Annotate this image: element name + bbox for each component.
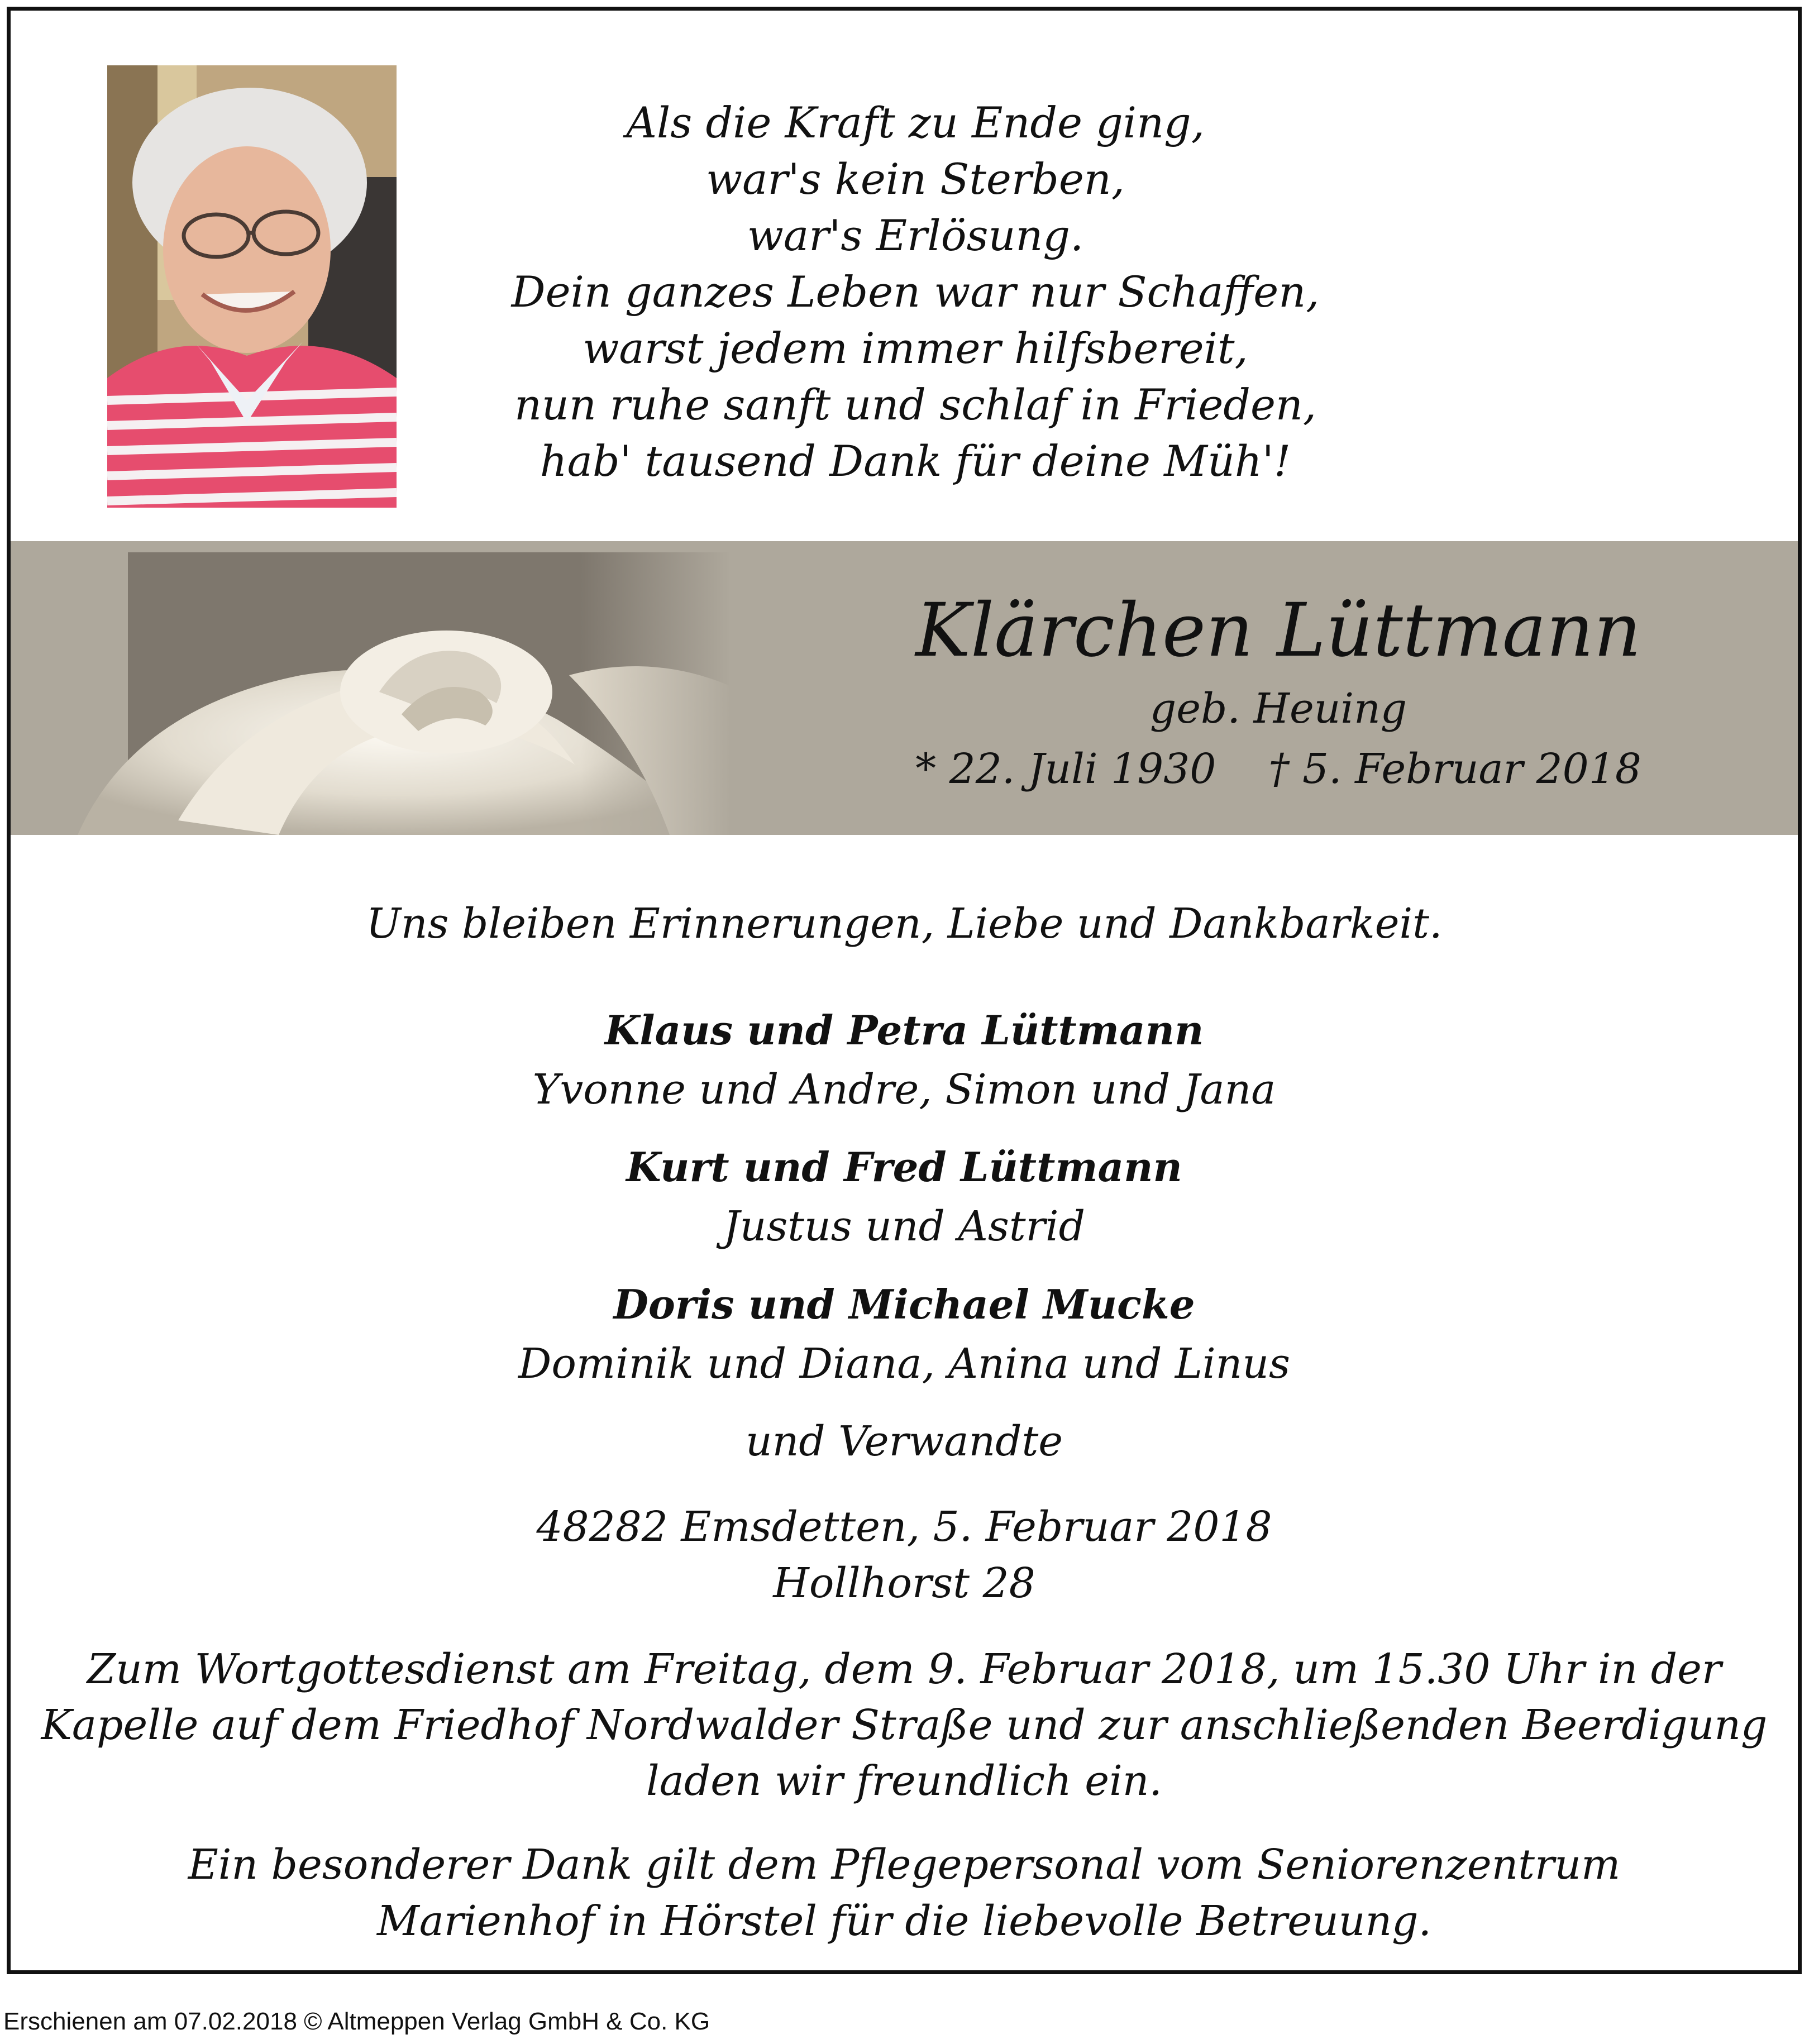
poem-line: Dein ganzes Leben war nur Schaffen, (511, 267, 1320, 317)
family-head: Kurt und Fred Lüttmann (626, 1143, 1182, 1191)
portrait-image (107, 65, 397, 508)
portrait-photo (107, 65, 397, 508)
address-line: 48282 Emsdetten, 5. Februar 2018 (536, 1503, 1272, 1551)
poem-line: Als die Kraft zu Ende ging, (626, 98, 1205, 147)
poem-line: nun ruhe sanft und schlaf in Frieden, (514, 380, 1317, 429)
obituary-frame (7, 7, 1802, 1974)
poem-line: war's kein Sterben, (706, 154, 1125, 204)
publication-footer: Erschienen am 07.02.2018 © Altmeppen Verlag GmbH & Co. KG (3, 2008, 710, 2035)
service-line: Kapelle auf dem Friedhof Nordwalder Straße und zur anschließenden Beerdigung (41, 1701, 1768, 1749)
maiden-name: geb. Heuing (1149, 685, 1407, 733)
family-members: Yvonne und Andre, Simon und Jana (532, 1066, 1276, 1114)
life-dates: * 22. Juli 1930 † 5. Februar 2018 (915, 745, 1641, 793)
name-banner (11, 541, 1798, 835)
deceased-name: Klärchen Lüttmann (915, 588, 1641, 674)
thanks-line: Ein besonderer Dank gilt dem Pflegepersonal vom Seniorenzentrum (188, 1841, 1621, 1889)
poem-line: war's Erlösung. (747, 211, 1084, 260)
service-line: Zum Wortgottesdienst am Freitag, dem 9. Februar 2018, um 15.30 Uhr in der (87, 1645, 1722, 1693)
poem-line: warst jedem immer hilfsbereit, (583, 323, 1248, 373)
intro-line: Uns bleiben Erinnerungen, Liebe und Dankbarkeit. (366, 900, 1443, 948)
family-head: Doris und Michael Mucke (613, 1281, 1195, 1328)
service-line: laden wir freundlich ein. (646, 1757, 1162, 1805)
address-line: Hollhorst 28 (773, 1559, 1035, 1607)
relatives-line: und Verwandte (745, 1417, 1063, 1465)
poem-line: hab' tausend Dank für deine Müh'! (540, 436, 1291, 486)
family-members: Justus und Astrid (723, 1202, 1085, 1250)
family-head: Klaus und Petra Lüttmann (604, 1006, 1204, 1054)
family-members: Dominik und Diana, Anina und Linus (518, 1340, 1290, 1388)
thanks-line: Marienhof in Hörstel für die liebevolle Betreuung. (376, 1897, 1432, 1945)
poem (435, 94, 1396, 489)
rose-image (11, 541, 848, 835)
